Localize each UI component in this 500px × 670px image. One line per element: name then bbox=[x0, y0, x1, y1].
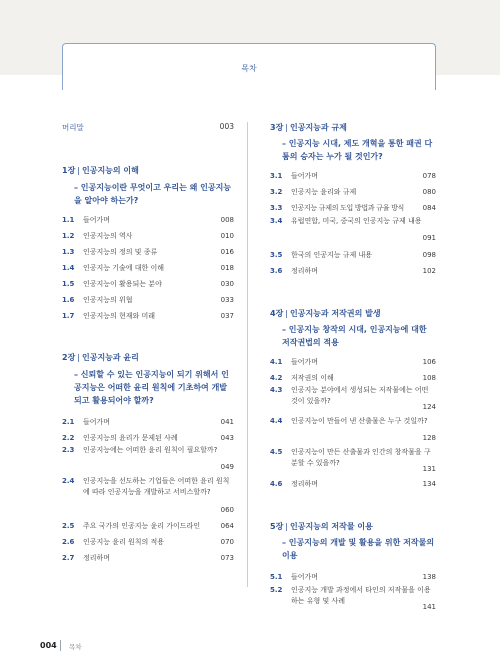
chapter-subtitle-2: – 신뢰할 수 있는 인공지능이 되기 위해서 인공지능은 어떠한 윤리 원칙에 기초하여 개발되고 활용되어야 할까? bbox=[74, 370, 229, 405]
entry-page: 049 bbox=[220, 463, 234, 471]
entry-number: 2.5 bbox=[62, 522, 75, 530]
entry-page: 070 bbox=[220, 538, 234, 546]
entry-page: 106 bbox=[422, 358, 436, 366]
entry-page: 033 bbox=[220, 296, 234, 304]
entry-label: 정리하며 bbox=[83, 554, 111, 562]
entry-label: 들어가며 bbox=[291, 172, 319, 180]
entry-number: 2.7 bbox=[62, 554, 75, 562]
entry-label: 들어가며 bbox=[83, 216, 111, 224]
entry-number: 1.7 bbox=[62, 312, 75, 320]
chapter-number: 1장 bbox=[62, 166, 76, 175]
entry-page: 131 bbox=[422, 465, 436, 473]
entry-page: 134 bbox=[422, 480, 436, 488]
entry-page: 064 bbox=[220, 522, 234, 530]
page-number: 004 bbox=[40, 641, 57, 650]
toc-entry-4-5[interactable] bbox=[270, 447, 436, 475]
entry-label: 들어가며 bbox=[83, 418, 111, 426]
entry-label: 들어가며 bbox=[291, 573, 319, 581]
chapter-number: 2장 bbox=[62, 353, 76, 362]
toc-title: 목차 bbox=[241, 64, 257, 73]
chapter-number: 3장 bbox=[270, 123, 284, 132]
entry-label: 인공지능의 위협 bbox=[83, 296, 133, 304]
entry-label: 인공지능 윤리와 규제 bbox=[291, 188, 357, 196]
entry-label: 유럽연합, 미국, 중국의 인공지능 규제 내용 bbox=[291, 217, 422, 225]
entry-number: 3.3 bbox=[270, 204, 283, 212]
toc-entry-2-3[interactable] bbox=[62, 445, 234, 473]
entry-number: 4.2 bbox=[270, 374, 283, 382]
entry-page: 102 bbox=[422, 267, 436, 275]
entry-number: 1.2 bbox=[62, 232, 75, 240]
entry-page: 018 bbox=[220, 264, 234, 272]
entry-page: 030 bbox=[220, 280, 234, 288]
entry-number: 3.4 bbox=[270, 217, 283, 225]
entry-number: 5.2 bbox=[270, 586, 283, 594]
chapter-name: 인공지능과 저작권의 발생 bbox=[290, 309, 381, 318]
toc-entry-preface[interactable] bbox=[62, 122, 234, 133]
entry-label: 인공지능의 윤리가 문제된 사례 bbox=[83, 434, 178, 442]
toc-entry-2-4[interactable] bbox=[62, 476, 234, 516]
entry-page: 060 bbox=[220, 506, 234, 514]
entry-page: 124 bbox=[422, 403, 436, 411]
entry-number: 4.5 bbox=[270, 448, 283, 456]
entry-label: 머리말 bbox=[62, 123, 84, 132]
entry-page: 098 bbox=[422, 251, 436, 259]
entry-number: 1.5 bbox=[62, 280, 75, 288]
chapter-separator: | bbox=[77, 353, 80, 362]
entry-page: 008 bbox=[220, 216, 234, 224]
toc-header-box bbox=[62, 43, 436, 90]
entry-label: 정리하며 bbox=[291, 267, 319, 275]
entry-page: 037 bbox=[220, 312, 234, 320]
entry-label: 인공지능에는 어떠한 윤리 원칙이 필요할까? bbox=[83, 446, 218, 454]
entry-number: 2.6 bbox=[62, 538, 75, 546]
entry-label: 인공지능 윤리 원칙의 적용 bbox=[83, 538, 165, 546]
entry-number: 2.1 bbox=[62, 418, 75, 426]
entry-label: 인공지능의 현재와 미래 bbox=[83, 312, 156, 320]
toc-entry-5-2[interactable] bbox=[270, 585, 436, 613]
entry-number: 3.1 bbox=[270, 172, 283, 180]
chapter-heading-5[interactable] bbox=[270, 521, 436, 533]
entry-page: 138 bbox=[422, 573, 436, 581]
entry-label: 인공지능 규제의 도입 방법과 규율 방식 bbox=[291, 204, 405, 212]
entry-label: 들어가며 bbox=[291, 358, 319, 366]
chapter-number: 5장 bbox=[270, 522, 284, 531]
toc-entry-4-4[interactable] bbox=[270, 416, 436, 444]
chapter-separator: | bbox=[285, 123, 288, 132]
toc-entry-4-3[interactable] bbox=[270, 385, 436, 413]
entry-label: 정리하며 bbox=[291, 480, 319, 488]
entry-page: 091 bbox=[422, 234, 436, 242]
entry-label: 인공지능 분야에서 생성되는 저작물에는 어떤 것이 있을까? bbox=[291, 386, 429, 405]
chapter-name: 인공지능의 저작물 이용 bbox=[290, 522, 373, 531]
chapter-separator: | bbox=[285, 522, 288, 531]
entry-page: 043 bbox=[220, 434, 234, 442]
chapter-heading-3[interactable] bbox=[270, 122, 436, 134]
entry-label: 인공지능의 역사 bbox=[83, 232, 133, 240]
entry-number: 3.6 bbox=[270, 267, 283, 275]
running-footer-label: 목차 bbox=[69, 643, 82, 651]
entry-label: 인공지능 기술에 대한 이해 bbox=[83, 264, 165, 272]
entry-page: 010 bbox=[220, 232, 234, 240]
chapter-name: 인공지능과 규제 bbox=[290, 123, 347, 132]
entry-page: 108 bbox=[422, 374, 436, 382]
entry-label: 주요 국가의 인공지능 윤리 가이드라인 bbox=[83, 522, 201, 530]
entry-page: 078 bbox=[422, 172, 436, 180]
entry-page: 073 bbox=[220, 554, 234, 562]
column-divider bbox=[247, 122, 248, 587]
toc-entry-3-4[interactable] bbox=[270, 216, 436, 244]
chapter-separator: | bbox=[285, 309, 288, 318]
entry-label: 인공지능의 정의 및 종류 bbox=[83, 248, 158, 256]
chapter-number: 4장 bbox=[270, 309, 284, 318]
entry-number: 5.1 bbox=[270, 573, 283, 581]
entry-page: 041 bbox=[220, 418, 234, 426]
entry-number: 4.1 bbox=[270, 358, 283, 366]
entry-label: 인공지능이 활용되는 분야 bbox=[83, 280, 162, 288]
entry-number: 1.4 bbox=[62, 264, 75, 272]
entry-number: 1.1 bbox=[62, 216, 75, 224]
entry-page: 084 bbox=[422, 204, 436, 212]
chapter-subtitle-4: – 인공지능 창작의 시대, 인공지능에 대한 저작권법의 적용 bbox=[282, 325, 427, 347]
entry-number: 2.3 bbox=[62, 446, 75, 454]
footer-separator bbox=[60, 640, 61, 651]
entry-number: 1.6 bbox=[62, 296, 75, 304]
entry-label: 인공지능이 만든 산출물과 인간의 창작물을 구분할 수 있을까? bbox=[291, 448, 431, 467]
chapter-subtitle-5: – 인공지능의 개발 및 활용을 위한 저작물의 이용 bbox=[282, 538, 435, 560]
entry-number: 4.3 bbox=[270, 386, 283, 394]
entry-page: 128 bbox=[422, 434, 436, 442]
entry-number: 4.4 bbox=[270, 417, 283, 425]
entry-number: 2.4 bbox=[62, 477, 75, 485]
entry-page: 003 bbox=[219, 122, 234, 131]
entry-label: 저작권의 이해 bbox=[291, 374, 334, 382]
entry-number: 3.5 bbox=[270, 251, 283, 259]
entry-number: 2.2 bbox=[62, 434, 75, 442]
entry-number: 4.6 bbox=[270, 480, 283, 488]
chapter-heading-2[interactable] bbox=[62, 352, 234, 364]
chapter-name: 인공지능과 윤리 bbox=[82, 353, 139, 362]
entry-label: 인공지능을 선도하는 기업들은 어떠한 윤리 원칙에 따라 인공지능을 개발하고 서비스할까? bbox=[83, 477, 230, 496]
chapter-subtitle-1: – 인공지능이란 무엇이고 우리는 왜 인공지능을 알아야 하는가? bbox=[74, 183, 232, 205]
chapter-name: 인공지능의 이해 bbox=[82, 166, 139, 175]
chapter-heading-4[interactable] bbox=[270, 308, 436, 320]
entry-label: 인공지능이 만들어 낸 산출물은 누구 것일까? bbox=[291, 417, 428, 425]
chapter-subtitle-3: – 인공지능 시대, 제도 개혁을 통한 패권 다툼의 승자는 누가 될 것인가? bbox=[282, 139, 433, 161]
chapter-separator: | bbox=[77, 166, 80, 175]
entry-label: 한국의 인공지능 규제 내용 bbox=[291, 251, 373, 259]
entry-page: 141 bbox=[422, 603, 436, 611]
entry-page: 080 bbox=[422, 188, 436, 196]
chapter-heading-1[interactable] bbox=[62, 165, 234, 177]
entry-label: 인공지능 개발 과정에서 타인의 저작물을 이용하는 유형 및 사례 bbox=[291, 586, 431, 605]
entry-page: 016 bbox=[220, 248, 234, 256]
entry-number: 1.3 bbox=[62, 248, 75, 256]
entry-number: 3.2 bbox=[270, 188, 283, 196]
